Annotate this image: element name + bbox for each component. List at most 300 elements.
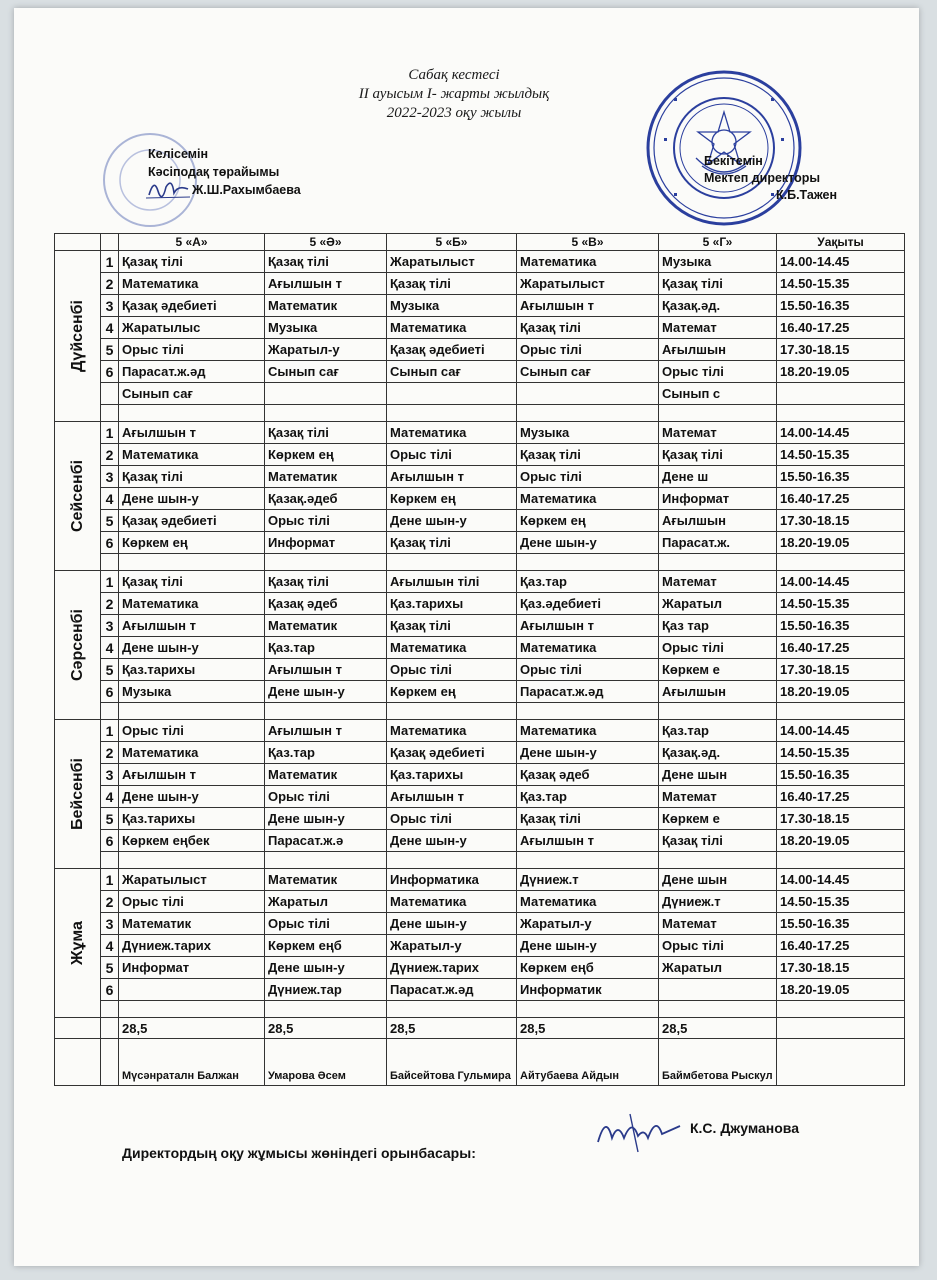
lesson-row	[55, 891, 905, 913]
column-header: 5 «Ә»	[265, 234, 387, 251]
day-name: Жұма	[68, 921, 86, 965]
empty-cell	[387, 852, 517, 869]
subject-cell: Қаз.тар	[265, 637, 387, 659]
subject-cell: Ағылшын т	[517, 615, 659, 637]
subject-cell: Қазақ тілі	[265, 422, 387, 444]
subject-cell: Дене шын-у	[119, 786, 265, 808]
lesson-row	[55, 913, 905, 935]
lesson-time: 14.50-15.35	[777, 273, 905, 295]
lesson-time: 14.50-15.35	[777, 593, 905, 615]
subject-cell: Қазақ тілі	[119, 571, 265, 593]
union-signature	[144, 173, 194, 203]
lesson-number: 1	[101, 869, 119, 891]
lesson-number: 5	[101, 659, 119, 681]
subject-cell: Дене шын-у	[265, 808, 387, 830]
subject-cell: Көркем ең	[387, 681, 517, 703]
approve-name: К.Б.Тажен	[776, 188, 838, 202]
hours-total: 28,5	[659, 1018, 777, 1039]
empty-cell	[777, 554, 905, 571]
lesson-time: 14.00-14.45	[777, 251, 905, 273]
day-name: Сәрсенбі	[68, 608, 86, 682]
subject-cell: Қазақ тілі	[517, 808, 659, 830]
class-teacher: Айтубаева Айдын	[517, 1039, 659, 1086]
lesson-row	[55, 593, 905, 615]
column-header: 5 «В»	[517, 234, 659, 251]
subject-cell: Ағылшын т	[119, 764, 265, 786]
subject-cell: Математика	[387, 720, 517, 742]
lesson-time: 18.20-19.05	[777, 979, 905, 1001]
subject-cell: Көркем ең	[265, 444, 387, 466]
subject-cell: Көркем еңбек	[119, 830, 265, 852]
lesson-number: 6	[101, 830, 119, 852]
empty-cell	[777, 405, 905, 422]
subject-cell: Математика	[517, 637, 659, 659]
subject-cell: Дене шын-у	[265, 957, 387, 979]
subject-cell: Қаз.тар	[517, 571, 659, 593]
lesson-number: 2	[101, 593, 119, 615]
lesson-time: 15.50-16.35	[777, 913, 905, 935]
lesson-row	[55, 720, 905, 742]
day-name: Бейсенбі	[68, 757, 86, 831]
empty-cell	[101, 554, 119, 571]
document-sheet	[14, 8, 919, 1266]
subject-cell: Парасат.ж.әд	[119, 361, 265, 383]
subject-cell: Орыс тілі	[119, 339, 265, 361]
subject-cell: Математика	[387, 891, 517, 913]
subject-cell: Орыс тілі	[265, 510, 387, 532]
subject-cell: Қазақ тілі	[659, 444, 777, 466]
agree-label: Келісемін	[148, 147, 209, 161]
subject-cell: Ағылшын т	[387, 786, 517, 808]
subject-cell: Қаз.тар	[265, 742, 387, 764]
lesson-time	[777, 383, 905, 405]
schedule-body	[55, 234, 905, 1086]
subject-cell: Ағылшын т	[517, 830, 659, 852]
lesson-time: 14.00-14.45	[777, 720, 905, 742]
year-line: 2022-2023 оқу жылы	[386, 105, 522, 121]
lesson-row	[55, 339, 905, 361]
lesson-number: 3	[101, 615, 119, 637]
subject-cell: Қазақ.әд.	[659, 295, 777, 317]
subject-cell: Дене шын-у	[517, 532, 659, 554]
lesson-row	[55, 422, 905, 444]
lesson-row	[55, 830, 905, 852]
day-separator-row	[55, 852, 905, 869]
subject-cell: Музыка	[265, 317, 387, 339]
empty-cell	[119, 852, 265, 869]
subject-cell: Математик	[265, 615, 387, 637]
subject-cell: Информатик	[517, 979, 659, 1001]
subject-cell: Орыс тілі	[387, 659, 517, 681]
subject-cell: Қаз.тарихы	[387, 764, 517, 786]
empty-cell	[659, 554, 777, 571]
subject-cell: Математик	[265, 466, 387, 488]
subject-cell: Қазақ әдебиеті	[119, 295, 265, 317]
day-separator-row	[55, 703, 905, 720]
lesson-number: 6	[101, 361, 119, 383]
empty-cell	[517, 1001, 659, 1018]
subject-cell: Математик	[265, 295, 387, 317]
subject-cell: Жаратыл-у	[387, 935, 517, 957]
lesson-number: 1	[101, 571, 119, 593]
subject-cell: Қазақ әдеб	[265, 593, 387, 615]
empty-cell	[119, 1001, 265, 1018]
subject-cell: Қазақ тілі	[387, 273, 517, 295]
empty-cell	[777, 703, 905, 720]
subject-cell: Орыс тілі	[517, 659, 659, 681]
subject-cell: Қазақ тілі	[119, 466, 265, 488]
lesson-row	[55, 361, 905, 383]
empty-cell	[777, 1018, 905, 1039]
subject-cell: Жаратылыс	[119, 317, 265, 339]
empty-cell	[659, 405, 777, 422]
lesson-time: 16.40-17.25	[777, 488, 905, 510]
empty-cell	[777, 852, 905, 869]
lesson-number: 3	[101, 295, 119, 317]
subject-cell: Көркем ең	[387, 488, 517, 510]
schedule-table	[54, 233, 905, 1086]
subject-cell: Математика	[387, 422, 517, 444]
approve-position: Мектеп директоры	[704, 171, 821, 185]
lesson-time: 14.00-14.45	[777, 571, 905, 593]
subject-cell: Математика	[517, 891, 659, 913]
lesson-number: 4	[101, 637, 119, 659]
column-header	[101, 234, 119, 251]
totals-row	[55, 1018, 905, 1039]
lesson-row	[55, 659, 905, 681]
subject-cell: Қазақ тілі	[265, 251, 387, 273]
footer-name: К.С. Джуманова	[690, 1120, 799, 1136]
column-header: Уақыты	[777, 234, 905, 251]
lesson-row	[55, 786, 905, 808]
subject-cell: Көркем ең	[119, 532, 265, 554]
column-header: 5 «Б»	[387, 234, 517, 251]
lesson-number: 1	[101, 720, 119, 742]
lesson-row	[55, 637, 905, 659]
subject-cell: Музыка	[517, 422, 659, 444]
subject-cell: Дене шын-у	[265, 681, 387, 703]
day-cell	[55, 422, 101, 571]
agree-position: Кәсіподақ төрайымы	[148, 165, 280, 179]
lesson-number: 3	[101, 764, 119, 786]
column-header	[55, 234, 101, 251]
empty-cell	[517, 405, 659, 422]
empty-cell	[55, 1039, 101, 1086]
subject-cell: Музыка	[119, 681, 265, 703]
day-cell	[55, 251, 101, 422]
subject-cell: Қаз.тарихы	[387, 593, 517, 615]
lesson-time: 17.30-18.15	[777, 659, 905, 681]
subject-cell: Қазақ тілі	[387, 615, 517, 637]
subject-cell: Математика	[119, 273, 265, 295]
subject-cell: Қазақ.әд.	[659, 742, 777, 764]
lesson-row	[55, 383, 905, 405]
subject-cell: Информат	[265, 532, 387, 554]
lesson-number: 4	[101, 317, 119, 339]
lesson-time: 16.40-17.25	[777, 637, 905, 659]
subject-cell: Математика	[119, 742, 265, 764]
empty-cell	[101, 852, 119, 869]
subject-cell: Ағылшын т	[119, 615, 265, 637]
subject-cell: Көркем еңб	[265, 935, 387, 957]
subject-cell: Математика	[517, 251, 659, 273]
empty-cell	[119, 405, 265, 422]
empty-cell	[265, 1001, 387, 1018]
subject-cell: Дүниеж.тарих	[387, 957, 517, 979]
footer-label: Директордың оқу жұмысы жөніндегі орынбасары:	[122, 1145, 476, 1161]
subject-cell: Жаратыл-у	[265, 339, 387, 361]
day-cell	[55, 720, 101, 869]
lesson-number: 4	[101, 488, 119, 510]
subject-cell: Сынып с	[659, 383, 777, 405]
subject-cell: Қазақ тілі	[659, 273, 777, 295]
subject-cell: Парасат.ж.әд	[517, 681, 659, 703]
empty-cell	[119, 554, 265, 571]
lesson-number: 2	[101, 742, 119, 764]
empty-cell	[101, 405, 119, 422]
empty-cell	[659, 1001, 777, 1018]
empty-cell	[387, 554, 517, 571]
agree-name: Ж.Ш.Рахымбаева	[192, 183, 301, 197]
subject-cell: Сынып сағ	[265, 361, 387, 383]
lesson-number: 4	[101, 935, 119, 957]
subject-cell: Математика	[517, 720, 659, 742]
subject-cell: Қаз.әдебиеті	[517, 593, 659, 615]
subject-cell: Дене шын-у	[387, 913, 517, 935]
lesson-time: 14.00-14.45	[777, 422, 905, 444]
subject-cell: Орыс тілі	[517, 466, 659, 488]
subject-cell: Көркем е	[659, 659, 777, 681]
subject-cell: Дене шын	[659, 869, 777, 891]
subject-cell: Дене шын-у	[517, 935, 659, 957]
subject-cell: Дене шын-у	[119, 488, 265, 510]
subject-cell: Көркем ең	[517, 510, 659, 532]
lesson-time: 14.00-14.45	[777, 869, 905, 891]
lesson-row	[55, 466, 905, 488]
subject-cell: Орыс тілі	[119, 720, 265, 742]
subject-cell: Дүниеж.т	[517, 869, 659, 891]
lesson-time: 15.50-16.35	[777, 466, 905, 488]
hours-total: 28,5	[119, 1018, 265, 1039]
subject-cell: Ағылшын т	[265, 659, 387, 681]
lesson-time: 16.40-17.25	[777, 935, 905, 957]
subject-cell: Ағылшын т	[119, 422, 265, 444]
subject-cell: Математ	[659, 422, 777, 444]
subject-cell: Математика	[517, 488, 659, 510]
subject-cell: Математ	[659, 913, 777, 935]
class-teacher: Баймбетова Рыскул	[659, 1039, 777, 1086]
subject-cell: Жаратыл-у	[517, 913, 659, 935]
lesson-number: 2	[101, 273, 119, 295]
subject-cell: Дене шын-у	[387, 510, 517, 532]
lesson-number: 6	[101, 681, 119, 703]
lesson-row	[55, 957, 905, 979]
subject-cell: Қазақ әдебиеті	[119, 510, 265, 532]
day-separator-row	[55, 554, 905, 571]
lesson-number	[101, 383, 119, 405]
day-name: Дүйсенбі	[68, 300, 86, 372]
empty-cell	[387, 703, 517, 720]
lesson-time: 17.30-18.15	[777, 957, 905, 979]
subject-cell: Математик	[119, 913, 265, 935]
lesson-number: 5	[101, 808, 119, 830]
deputy-signature	[592, 1108, 684, 1156]
title-line: Сабақ кестесі	[408, 67, 500, 83]
subject-cell: Орыс тілі	[265, 913, 387, 935]
lesson-row	[55, 935, 905, 957]
subject-cell: Орыс тілі	[659, 935, 777, 957]
lesson-number: 1	[101, 422, 119, 444]
empty-cell	[517, 703, 659, 720]
empty-cell	[101, 703, 119, 720]
subject-cell: Ағылшын т	[265, 720, 387, 742]
lesson-row	[55, 510, 905, 532]
class-teacher: Мүсәнраталн Балжан	[119, 1039, 265, 1086]
subject-cell: Музыка	[387, 295, 517, 317]
subject-cell: Қазақ әдеб	[517, 764, 659, 786]
empty-cell	[387, 1001, 517, 1018]
empty-cell	[777, 1039, 905, 1086]
subject-cell: Орыс тілі	[659, 637, 777, 659]
subject-cell: Парасат.ж.ә	[265, 830, 387, 852]
lesson-number: 2	[101, 891, 119, 913]
subject-cell: Ағылшын т	[387, 466, 517, 488]
subject-cell: Қазақ тілі	[119, 251, 265, 273]
subject-cell: Дене ш	[659, 466, 777, 488]
document-title	[294, 66, 614, 123]
empty-cell	[517, 852, 659, 869]
lesson-time: 18.20-19.05	[777, 681, 905, 703]
subject-cell: Математик	[265, 764, 387, 786]
empty-cell	[387, 405, 517, 422]
subtitle-line: II ауысым I- жарты жылдық	[358, 86, 550, 102]
subject-cell: Сынып сағ	[387, 361, 517, 383]
subject-cell: Сынып сағ	[517, 361, 659, 383]
lesson-time: 15.50-16.35	[777, 615, 905, 637]
subject-cell: Қаз тар	[659, 615, 777, 637]
lesson-row	[55, 295, 905, 317]
subject-cell: Көркем еңб	[517, 957, 659, 979]
lesson-time: 14.50-15.35	[777, 742, 905, 764]
lesson-row	[55, 488, 905, 510]
lesson-row	[55, 764, 905, 786]
lesson-number: 5	[101, 339, 119, 361]
lesson-time: 17.30-18.15	[777, 510, 905, 532]
column-header: 5 «А»	[119, 234, 265, 251]
empty-cell	[101, 1018, 119, 1039]
lesson-time: 15.50-16.35	[777, 764, 905, 786]
subject-cell: Дене шын-у	[517, 742, 659, 764]
lesson-row	[55, 273, 905, 295]
subject-cell: Математика	[119, 593, 265, 615]
subject-cell: Қазақ әдебиеті	[387, 339, 517, 361]
subject-cell	[387, 383, 517, 405]
subject-cell: Орыс тілі	[659, 361, 777, 383]
empty-cell	[119, 703, 265, 720]
school-official-stamp	[644, 68, 804, 228]
day-cell	[55, 869, 101, 1018]
hours-total: 28,5	[265, 1018, 387, 1039]
subject-cell: Математ	[659, 317, 777, 339]
column-header: 5 «Г»	[659, 234, 777, 251]
lesson-number: 4	[101, 786, 119, 808]
empty-cell	[265, 554, 387, 571]
subject-cell: Жаратылыст	[387, 251, 517, 273]
subject-cell: Информатика	[387, 869, 517, 891]
subject-cell: Орыс тілі	[265, 786, 387, 808]
lesson-row	[55, 251, 905, 273]
subject-cell: Математика	[387, 637, 517, 659]
approve-label: Бекітемін	[704, 154, 763, 168]
subject-cell: Ағылшын	[659, 681, 777, 703]
lesson-time: 16.40-17.25	[777, 317, 905, 339]
lesson-row	[55, 869, 905, 891]
day-name: Сейсенбі	[68, 459, 86, 533]
lesson-time: 16.40-17.25	[777, 786, 905, 808]
empty-cell	[659, 852, 777, 869]
subject-cell: Ағылшын тілі	[387, 571, 517, 593]
lesson-number: 6	[101, 979, 119, 1001]
subject-cell: Орыс тілі	[387, 808, 517, 830]
class-teacher: Байсейтова Гульмира	[387, 1039, 517, 1086]
empty-cell	[659, 703, 777, 720]
subject-cell: Информат	[119, 957, 265, 979]
subject-cell: Қазақ тілі	[517, 317, 659, 339]
subject-cell: Математ	[659, 571, 777, 593]
lesson-row	[55, 615, 905, 637]
lesson-time: 14.50-15.35	[777, 444, 905, 466]
lesson-time: 17.30-18.15	[777, 808, 905, 830]
day-separator-row	[55, 1001, 905, 1018]
subject-cell: Жаратыл	[659, 957, 777, 979]
empty-cell	[101, 1039, 119, 1086]
lesson-row	[55, 979, 905, 1001]
subject-cell	[659, 979, 777, 1001]
subject-cell: Дүниеж.тарих	[119, 935, 265, 957]
subject-cell: Ағылшын т	[517, 295, 659, 317]
subject-cell: Дүниеж.тар	[265, 979, 387, 1001]
hours-total: 28,5	[387, 1018, 517, 1039]
header-row	[55, 234, 905, 251]
empty-cell	[265, 852, 387, 869]
subject-cell: Қазақ әдебиеті	[387, 742, 517, 764]
subject-cell: Жаратыл	[265, 891, 387, 913]
subject-cell: Музыка	[659, 251, 777, 273]
teachers-row	[55, 1039, 905, 1086]
approval-block	[704, 153, 837, 204]
subject-cell: Дене шын	[659, 764, 777, 786]
subject-cell: Қаз.тар	[517, 786, 659, 808]
subject-cell: Қаз.тарихы	[119, 659, 265, 681]
subject-cell: Ағылшын	[659, 339, 777, 361]
subject-cell: Ағылшын т	[265, 273, 387, 295]
lesson-number: 1	[101, 251, 119, 273]
subject-cell: Қазақ.әдеб	[265, 488, 387, 510]
hours-total: 28,5	[517, 1018, 659, 1039]
subject-cell: Орыс тілі	[517, 339, 659, 361]
empty-cell	[777, 1001, 905, 1018]
day-separator-row	[55, 405, 905, 422]
lesson-row	[55, 444, 905, 466]
lesson-time: 18.20-19.05	[777, 532, 905, 554]
subject-cell: Сынып сағ	[119, 383, 265, 405]
lesson-row	[55, 681, 905, 703]
subject-cell: Математ	[659, 786, 777, 808]
empty-cell	[265, 405, 387, 422]
subject-cell	[119, 979, 265, 1001]
lesson-row	[55, 532, 905, 554]
subject-cell: Қазақ тілі	[659, 830, 777, 852]
